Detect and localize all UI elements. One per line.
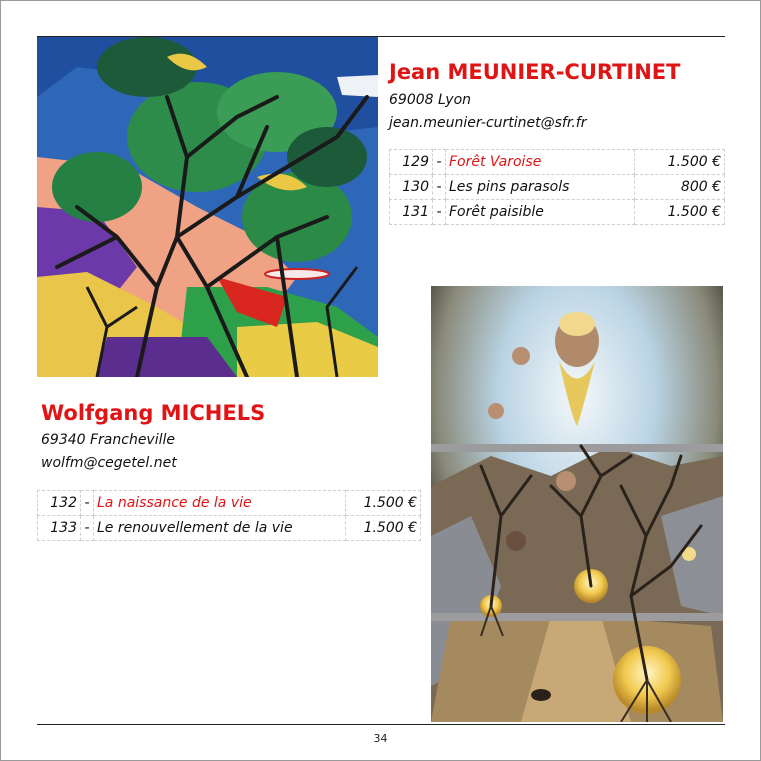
work-number: 130 xyxy=(390,175,433,200)
work-number: 131 xyxy=(390,200,433,225)
work-separator: - xyxy=(433,150,446,175)
artist-city: 69340 Francheville xyxy=(41,432,175,448)
work-price: 1.500 € xyxy=(635,150,725,175)
artist-name: Wolfgang MICHELS xyxy=(41,401,266,425)
work-separator: - xyxy=(433,175,446,200)
work-separator: - xyxy=(81,491,94,516)
artist-name: Jean MEUNIER-CURTINET xyxy=(389,60,681,84)
painting-naissance-de-la-vie xyxy=(431,286,723,722)
work-title: La naissance de la vie xyxy=(94,491,346,516)
painting-surreal-image xyxy=(431,286,723,722)
work-title: Forêt paisible xyxy=(446,200,635,225)
work-separator: - xyxy=(433,200,446,225)
work-number: 129 xyxy=(390,150,433,175)
page-number: 34 xyxy=(373,732,388,745)
artist-city: 69008 Lyon xyxy=(389,92,472,108)
work-price: 800 € xyxy=(635,175,725,200)
table-row xyxy=(38,491,421,516)
work-title: Les pins parasols xyxy=(446,175,635,200)
work-separator: - xyxy=(81,516,94,541)
work-price: 1.500 € xyxy=(345,491,420,516)
bottom-rule xyxy=(37,724,725,725)
work-title: Forêt Varoise xyxy=(446,150,635,175)
table-row xyxy=(390,200,725,225)
work-number: 133 xyxy=(38,516,81,541)
painting-foret-varoise xyxy=(37,37,378,377)
table-row xyxy=(390,175,725,200)
table-row xyxy=(38,516,421,541)
work-number: 132 xyxy=(38,491,81,516)
work-title: Le renouvellement de la vie xyxy=(94,516,346,541)
table-row xyxy=(390,150,725,175)
artist-email: wolfm@cegetel.net xyxy=(41,455,177,471)
painting-pines-image xyxy=(37,37,378,377)
work-price: 1.500 € xyxy=(345,516,420,541)
artist-email: jean.meunier-curtinet@sfr.fr xyxy=(389,115,587,131)
works-table xyxy=(389,149,725,225)
work-price: 1.500 € xyxy=(635,200,725,225)
works-table xyxy=(37,490,421,541)
